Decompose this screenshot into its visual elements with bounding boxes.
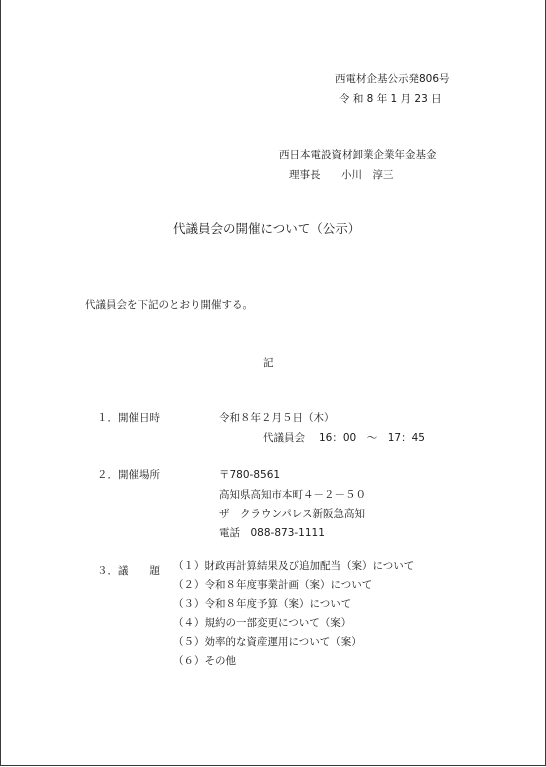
- item-venue: ザ クラウンパレス新阪急高知: [219, 508, 365, 520]
- agenda-entry: （５）効率的な資産運用について（案）: [173, 636, 362, 648]
- document-title: 代議員会の開催について（公示）: [173, 221, 361, 236]
- item-meeting-time: 16：00 ～ 17：45: [319, 432, 425, 444]
- document-date: 令 和 8 年 1 月 23 日: [339, 93, 442, 105]
- item-place-label: ２．開催場所: [97, 469, 160, 481]
- item-address: 高知県高知市本町４－２－５０: [219, 489, 366, 501]
- document-number: 西電材企基公示発806号: [335, 73, 450, 85]
- agenda-entry: （２）令和８年度事業計画（案）について: [173, 579, 373, 591]
- item-meeting-name: 代議員会: [263, 432, 305, 444]
- agenda-entry: （３）令和８年度予算（案）について: [173, 598, 352, 610]
- agenda-entry: （４）規約の一部変更について（案）: [173, 617, 352, 629]
- item-agenda-label: ３．議 題: [97, 565, 160, 577]
- item-date-value: 令和８年２月５日（木）: [219, 412, 335, 424]
- item-phone: 電話 088-873-1111: [219, 527, 325, 539]
- ki-heading: 記: [263, 357, 274, 369]
- intro-text: 代議員会を下記のとおり開催する。: [85, 299, 253, 311]
- issuer-role: 理事長: [289, 169, 321, 181]
- item-date-label: １．開催日時: [97, 412, 160, 424]
- issuer-name: 小川 淳三: [341, 169, 394, 181]
- item-postal-code: 〒780-8561: [219, 469, 281, 481]
- issuer-organization: 西日本電設資材卸業企業年金基金: [279, 149, 437, 161]
- agenda-entry: （１）財政再計算結果及び追加配当（案）について: [173, 560, 415, 572]
- agenda-entry: （６）その他: [173, 655, 236, 667]
